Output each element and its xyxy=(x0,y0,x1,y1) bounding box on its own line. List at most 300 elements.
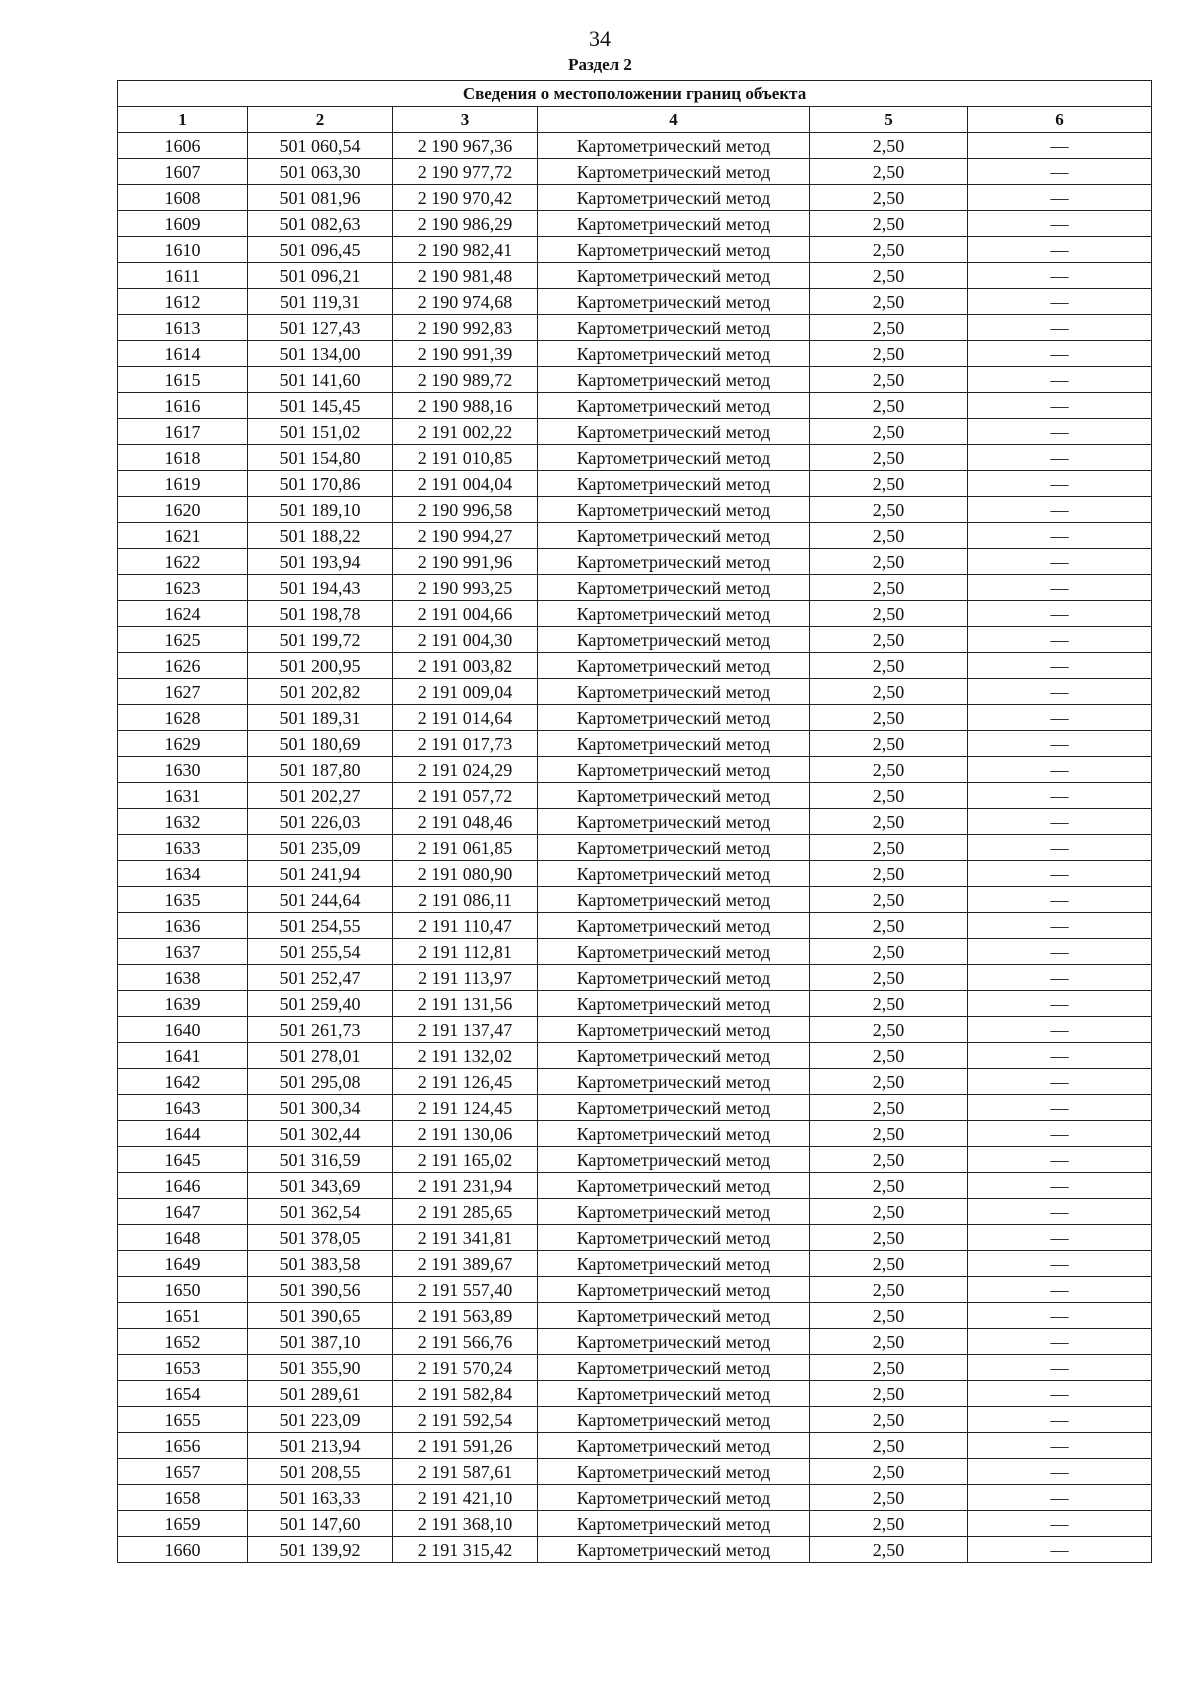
point-number-cell: 1638 xyxy=(118,965,248,991)
x-coordinate-cell: 501 254,55 xyxy=(248,913,393,939)
y-coordinate-cell: 2 191 285,65 xyxy=(393,1199,538,1225)
table-row xyxy=(118,809,1152,835)
method-cell: Картометрический метод xyxy=(538,1381,810,1407)
table-row xyxy=(118,1173,1152,1199)
table-row xyxy=(118,913,1152,939)
description-cell: — xyxy=(968,1095,1152,1121)
description-cell: — xyxy=(968,1355,1152,1381)
method-cell: Картометрический метод xyxy=(538,1121,810,1147)
x-coordinate-cell: 501 198,78 xyxy=(248,601,393,627)
y-coordinate-cell: 2 191 086,11 xyxy=(393,887,538,913)
description-cell: — xyxy=(968,471,1152,497)
x-coordinate-cell: 501 390,56 xyxy=(248,1277,393,1303)
table-row xyxy=(118,1225,1152,1251)
description-cell: — xyxy=(968,497,1152,523)
accuracy-cell: 2,50 xyxy=(810,991,968,1017)
table-row xyxy=(118,263,1152,289)
description-cell: — xyxy=(968,913,1152,939)
method-cell: Картометрический метод xyxy=(538,1199,810,1225)
y-coordinate-cell: 2 191 057,72 xyxy=(393,783,538,809)
boundary-coordinates-table xyxy=(117,80,1152,1563)
table-row xyxy=(118,1303,1152,1329)
point-number-cell: 1610 xyxy=(118,237,248,263)
description-cell: — xyxy=(968,1225,1152,1251)
description-cell: — xyxy=(968,1381,1152,1407)
description-cell: — xyxy=(968,185,1152,211)
point-number-cell: 1628 xyxy=(118,705,248,731)
y-coordinate-cell: 2 190 974,68 xyxy=(393,289,538,315)
table-row xyxy=(118,1199,1152,1225)
y-coordinate-cell: 2 191 112,81 xyxy=(393,939,538,965)
point-number-cell: 1659 xyxy=(118,1511,248,1537)
y-coordinate-cell: 2 190 986,29 xyxy=(393,211,538,237)
description-cell: — xyxy=(968,575,1152,601)
page-number: 34 xyxy=(589,26,611,51)
description-cell: — xyxy=(968,341,1152,367)
x-coordinate-cell: 501 141,60 xyxy=(248,367,393,393)
accuracy-cell: 2,50 xyxy=(810,705,968,731)
point-number-cell: 1620 xyxy=(118,497,248,523)
y-coordinate-cell: 2 190 977,72 xyxy=(393,159,538,185)
point-number-cell: 1649 xyxy=(118,1251,248,1277)
y-coordinate-cell: 2 191 010,85 xyxy=(393,445,538,471)
table-row xyxy=(118,523,1152,549)
y-coordinate-cell: 2 191 048,46 xyxy=(393,809,538,835)
y-coordinate-cell: 2 191 061,85 xyxy=(393,835,538,861)
description-cell: — xyxy=(968,289,1152,315)
accuracy-cell: 2,50 xyxy=(810,133,968,159)
x-coordinate-cell: 501 261,73 xyxy=(248,1017,393,1043)
y-coordinate-cell: 2 191 570,24 xyxy=(393,1355,538,1381)
y-coordinate-cell: 2 191 566,76 xyxy=(393,1329,538,1355)
x-coordinate-cell: 501 244,64 xyxy=(248,887,393,913)
x-coordinate-cell: 501 302,44 xyxy=(248,1121,393,1147)
accuracy-cell: 2,50 xyxy=(810,1017,968,1043)
y-coordinate-cell: 2 191 110,47 xyxy=(393,913,538,939)
accuracy-cell: 2,50 xyxy=(810,1485,968,1511)
y-coordinate-cell: 2 190 992,83 xyxy=(393,315,538,341)
description-cell: — xyxy=(968,419,1152,445)
accuracy-cell: 2,50 xyxy=(810,913,968,939)
y-coordinate-cell: 2 191 132,02 xyxy=(393,1043,538,1069)
method-cell: Картометрический метод xyxy=(538,731,810,757)
point-number-cell: 1658 xyxy=(118,1485,248,1511)
accuracy-cell: 2,50 xyxy=(810,1199,968,1225)
point-number-cell: 1624 xyxy=(118,601,248,627)
description-cell: — xyxy=(968,159,1152,185)
method-cell: Картометрический метод xyxy=(538,1329,810,1355)
y-coordinate-cell: 2 190 970,42 xyxy=(393,185,538,211)
y-coordinate-cell: 2 191 017,73 xyxy=(393,731,538,757)
method-cell: Картометрический метод xyxy=(538,601,810,627)
method-cell: Картометрический метод xyxy=(538,1407,810,1433)
y-coordinate-cell: 2 191 131,56 xyxy=(393,991,538,1017)
point-number-cell: 1611 xyxy=(118,263,248,289)
description-cell: — xyxy=(968,1251,1152,1277)
y-coordinate-cell: 2 190 981,48 xyxy=(393,263,538,289)
y-coordinate-cell: 2 191 126,45 xyxy=(393,1069,538,1095)
table-row xyxy=(118,783,1152,809)
accuracy-cell: 2,50 xyxy=(810,445,968,471)
accuracy-cell: 2,50 xyxy=(810,497,968,523)
table-row xyxy=(118,887,1152,913)
point-number-cell: 1629 xyxy=(118,731,248,757)
point-number-cell: 1616 xyxy=(118,393,248,419)
description-cell: — xyxy=(968,1147,1152,1173)
description-cell: — xyxy=(968,1459,1152,1485)
x-coordinate-cell: 501 187,80 xyxy=(248,757,393,783)
point-number-cell: 1631 xyxy=(118,783,248,809)
y-coordinate-cell: 2 191 315,42 xyxy=(393,1537,538,1563)
description-cell: — xyxy=(968,549,1152,575)
x-coordinate-cell: 501 200,95 xyxy=(248,653,393,679)
table-row xyxy=(118,731,1152,757)
x-coordinate-cell: 501 362,54 xyxy=(248,1199,393,1225)
description-cell: — xyxy=(968,731,1152,757)
x-coordinate-cell: 501 378,05 xyxy=(248,1225,393,1251)
table-row xyxy=(118,965,1152,991)
accuracy-cell: 2,50 xyxy=(810,1069,968,1095)
x-coordinate-cell: 501 134,00 xyxy=(248,341,393,367)
x-coordinate-cell: 501 180,69 xyxy=(248,731,393,757)
description-cell: — xyxy=(968,315,1152,341)
accuracy-cell: 2,50 xyxy=(810,289,968,315)
point-number-cell: 1646 xyxy=(118,1173,248,1199)
method-cell: Картометрический метод xyxy=(538,835,810,861)
accuracy-cell: 2,50 xyxy=(810,809,968,835)
point-number-cell: 1621 xyxy=(118,523,248,549)
y-coordinate-cell: 2 191 557,40 xyxy=(393,1277,538,1303)
method-cell: Картометрический метод xyxy=(538,1485,810,1511)
point-number-cell: 1652 xyxy=(118,1329,248,1355)
table-caption: Сведения о местоположении границ объекта xyxy=(118,81,1152,107)
description-cell: — xyxy=(968,445,1152,471)
table-row xyxy=(118,393,1152,419)
point-number-cell: 1608 xyxy=(118,185,248,211)
x-coordinate-cell: 501 300,34 xyxy=(248,1095,393,1121)
description-cell: — xyxy=(968,237,1152,263)
x-coordinate-cell: 501 188,22 xyxy=(248,523,393,549)
description-cell: — xyxy=(968,1043,1152,1069)
x-coordinate-cell: 501 343,69 xyxy=(248,1173,393,1199)
point-number-cell: 1619 xyxy=(118,471,248,497)
point-number-cell: 1630 xyxy=(118,757,248,783)
x-coordinate-cell: 501 355,90 xyxy=(248,1355,393,1381)
method-cell: Картометрический метод xyxy=(538,939,810,965)
y-coordinate-cell: 2 191 014,64 xyxy=(393,705,538,731)
table-row xyxy=(118,159,1152,185)
table-row xyxy=(118,419,1152,445)
point-number-cell: 1651 xyxy=(118,1303,248,1329)
method-cell: Картометрический метод xyxy=(538,185,810,211)
x-coordinate-cell: 501 063,30 xyxy=(248,159,393,185)
description-cell: — xyxy=(968,601,1152,627)
table-row xyxy=(118,939,1152,965)
accuracy-cell: 2,50 xyxy=(810,679,968,705)
y-coordinate-cell: 2 191 137,47 xyxy=(393,1017,538,1043)
table-row xyxy=(118,861,1152,887)
point-number-cell: 1660 xyxy=(118,1537,248,1563)
accuracy-cell: 2,50 xyxy=(810,159,968,185)
x-coordinate-cell: 501 390,65 xyxy=(248,1303,393,1329)
method-cell: Картометрический метод xyxy=(538,991,810,1017)
description-cell: — xyxy=(968,1537,1152,1563)
point-number-cell: 1606 xyxy=(118,133,248,159)
method-cell: Картометрический метод xyxy=(538,627,810,653)
x-coordinate-cell: 501 193,94 xyxy=(248,549,393,575)
table-row xyxy=(118,1277,1152,1303)
accuracy-cell: 2,50 xyxy=(810,939,968,965)
x-coordinate-cell: 501 189,31 xyxy=(248,705,393,731)
description-cell: — xyxy=(968,757,1152,783)
accuracy-cell: 2,50 xyxy=(810,1433,968,1459)
x-coordinate-cell: 501 226,03 xyxy=(248,809,393,835)
method-cell: Картометрический метод xyxy=(538,1147,810,1173)
point-number-cell: 1623 xyxy=(118,575,248,601)
column-header-4: 4 xyxy=(538,107,810,133)
description-cell: — xyxy=(968,939,1152,965)
y-coordinate-cell: 2 190 994,27 xyxy=(393,523,538,549)
x-coordinate-cell: 501 387,10 xyxy=(248,1329,393,1355)
description-cell: — xyxy=(968,653,1152,679)
x-coordinate-cell: 501 208,55 xyxy=(248,1459,393,1485)
table-row xyxy=(118,1095,1152,1121)
description-cell: — xyxy=(968,1121,1152,1147)
point-number-cell: 1632 xyxy=(118,809,248,835)
point-number-cell: 1655 xyxy=(118,1407,248,1433)
table-row xyxy=(118,237,1152,263)
point-number-cell: 1647 xyxy=(118,1199,248,1225)
point-number-cell: 1657 xyxy=(118,1459,248,1485)
method-cell: Картометрический метод xyxy=(538,913,810,939)
method-cell: Картометрический метод xyxy=(538,679,810,705)
description-cell: — xyxy=(968,705,1152,731)
table-row xyxy=(118,757,1152,783)
method-cell: Картометрический метод xyxy=(538,861,810,887)
y-coordinate-cell: 2 191 113,97 xyxy=(393,965,538,991)
x-coordinate-cell: 501 154,80 xyxy=(248,445,393,471)
method-cell: Картометрический метод xyxy=(538,575,810,601)
table-row xyxy=(118,211,1152,237)
x-coordinate-cell: 501 147,60 xyxy=(248,1511,393,1537)
table-row xyxy=(118,1043,1152,1069)
description-cell: — xyxy=(968,1407,1152,1433)
y-coordinate-cell: 2 190 989,72 xyxy=(393,367,538,393)
method-cell: Картометрический метод xyxy=(538,653,810,679)
point-number-cell: 1617 xyxy=(118,419,248,445)
description-cell: — xyxy=(968,1017,1152,1043)
table-row xyxy=(118,341,1152,367)
table-row xyxy=(118,1121,1152,1147)
point-number-cell: 1637 xyxy=(118,939,248,965)
accuracy-cell: 2,50 xyxy=(810,731,968,757)
accuracy-cell: 2,50 xyxy=(810,341,968,367)
table-row xyxy=(118,1251,1152,1277)
description-cell: — xyxy=(968,679,1152,705)
column-header-row xyxy=(118,107,1152,133)
method-cell: Картометрический метод xyxy=(538,1225,810,1251)
accuracy-cell: 2,50 xyxy=(810,601,968,627)
table-row xyxy=(118,1147,1152,1173)
table-row xyxy=(118,1433,1152,1459)
table-row xyxy=(118,1511,1152,1537)
accuracy-cell: 2,50 xyxy=(810,575,968,601)
point-number-cell: 1618 xyxy=(118,445,248,471)
point-number-cell: 1643 xyxy=(118,1095,248,1121)
description-cell: — xyxy=(968,1069,1152,1095)
table-row xyxy=(118,1537,1152,1563)
method-cell: Картометрический метод xyxy=(538,887,810,913)
table-row xyxy=(118,705,1152,731)
description-cell: — xyxy=(968,263,1152,289)
point-number-cell: 1635 xyxy=(118,887,248,913)
x-coordinate-cell: 501 278,01 xyxy=(248,1043,393,1069)
y-coordinate-cell: 2 191 368,10 xyxy=(393,1511,538,1537)
accuracy-cell: 2,50 xyxy=(810,1407,968,1433)
description-cell: — xyxy=(968,627,1152,653)
table-row xyxy=(118,575,1152,601)
point-number-cell: 1627 xyxy=(118,679,248,705)
y-coordinate-cell: 2 191 009,04 xyxy=(393,679,538,705)
accuracy-cell: 2,50 xyxy=(810,1537,968,1563)
accuracy-cell: 2,50 xyxy=(810,263,968,289)
point-number-cell: 1609 xyxy=(118,211,248,237)
accuracy-cell: 2,50 xyxy=(810,393,968,419)
method-cell: Картометрический метод xyxy=(538,393,810,419)
accuracy-cell: 2,50 xyxy=(810,783,968,809)
table-row xyxy=(118,315,1152,341)
y-coordinate-cell: 2 191 592,54 xyxy=(393,1407,538,1433)
table-row xyxy=(118,133,1152,159)
point-number-cell: 1639 xyxy=(118,991,248,1017)
method-cell: Картометрический метод xyxy=(538,263,810,289)
description-cell: — xyxy=(968,991,1152,1017)
point-number-cell: 1607 xyxy=(118,159,248,185)
x-coordinate-cell: 501 119,31 xyxy=(248,289,393,315)
method-cell: Картометрический метод xyxy=(538,341,810,367)
method-cell: Картометрический метод xyxy=(538,757,810,783)
table-row xyxy=(118,1459,1152,1485)
accuracy-cell: 2,50 xyxy=(810,653,968,679)
column-header-6: 6 xyxy=(968,107,1152,133)
description-cell: — xyxy=(968,1173,1152,1199)
method-cell: Картометрический метод xyxy=(538,523,810,549)
description-cell: — xyxy=(968,523,1152,549)
table-caption-row xyxy=(118,81,1152,107)
accuracy-cell: 2,50 xyxy=(810,1121,968,1147)
accuracy-cell: 2,50 xyxy=(810,887,968,913)
accuracy-cell: 2,50 xyxy=(810,1355,968,1381)
accuracy-cell: 2,50 xyxy=(810,1251,968,1277)
accuracy-cell: 2,50 xyxy=(810,1303,968,1329)
description-cell: — xyxy=(968,1303,1152,1329)
description-cell: — xyxy=(968,1433,1152,1459)
description-cell: — xyxy=(968,1199,1152,1225)
y-coordinate-cell: 2 191 002,22 xyxy=(393,419,538,445)
description-cell: — xyxy=(968,1277,1152,1303)
y-coordinate-cell: 2 190 993,25 xyxy=(393,575,538,601)
y-coordinate-cell: 2 191 231,94 xyxy=(393,1173,538,1199)
y-coordinate-cell: 2 191 563,89 xyxy=(393,1303,538,1329)
accuracy-cell: 2,50 xyxy=(810,1381,968,1407)
description-cell: — xyxy=(968,887,1152,913)
accuracy-cell: 2,50 xyxy=(810,523,968,549)
x-coordinate-cell: 501 202,27 xyxy=(248,783,393,809)
y-coordinate-cell: 2 190 991,39 xyxy=(393,341,538,367)
point-number-cell: 1648 xyxy=(118,1225,248,1251)
description-cell: — xyxy=(968,1485,1152,1511)
x-coordinate-cell: 501 213,94 xyxy=(248,1433,393,1459)
table-row xyxy=(118,1329,1152,1355)
method-cell: Картометрический метод xyxy=(538,809,810,835)
table-row xyxy=(118,601,1152,627)
table-body xyxy=(118,133,1152,1563)
column-header-3: 3 xyxy=(393,107,538,133)
table-row xyxy=(118,471,1152,497)
y-coordinate-cell: 2 190 967,36 xyxy=(393,133,538,159)
x-coordinate-cell: 501 082,63 xyxy=(248,211,393,237)
x-coordinate-cell: 501 316,59 xyxy=(248,1147,393,1173)
y-coordinate-cell: 2 191 591,26 xyxy=(393,1433,538,1459)
point-number-cell: 1633 xyxy=(118,835,248,861)
accuracy-cell: 2,50 xyxy=(810,419,968,445)
column-header-5: 5 xyxy=(810,107,968,133)
section-title: Раздел 2 xyxy=(568,55,632,74)
point-number-cell: 1614 xyxy=(118,341,248,367)
x-coordinate-cell: 501 295,08 xyxy=(248,1069,393,1095)
accuracy-cell: 2,50 xyxy=(810,965,968,991)
y-coordinate-cell: 2 191 024,29 xyxy=(393,757,538,783)
method-cell: Картометрический метод xyxy=(538,705,810,731)
x-coordinate-cell: 501 151,02 xyxy=(248,419,393,445)
x-coordinate-cell: 501 081,96 xyxy=(248,185,393,211)
y-coordinate-cell: 2 191 080,90 xyxy=(393,861,538,887)
point-number-cell: 1625 xyxy=(118,627,248,653)
accuracy-cell: 2,50 xyxy=(810,367,968,393)
y-coordinate-cell: 2 190 982,41 xyxy=(393,237,538,263)
x-coordinate-cell: 501 199,72 xyxy=(248,627,393,653)
table-row xyxy=(118,1381,1152,1407)
point-number-cell: 1613 xyxy=(118,315,248,341)
x-coordinate-cell: 501 139,92 xyxy=(248,1537,393,1563)
method-cell: Картометрический метод xyxy=(538,1069,810,1095)
x-coordinate-cell: 501 060,54 xyxy=(248,133,393,159)
table-row xyxy=(118,367,1152,393)
table-row xyxy=(118,1017,1152,1043)
accuracy-cell: 2,50 xyxy=(810,627,968,653)
description-cell: — xyxy=(968,783,1152,809)
method-cell: Картометрический метод xyxy=(538,1173,810,1199)
description-cell: — xyxy=(968,1511,1152,1537)
table-row xyxy=(118,991,1152,1017)
method-cell: Картометрический метод xyxy=(538,315,810,341)
x-coordinate-cell: 501 383,58 xyxy=(248,1251,393,1277)
y-coordinate-cell: 2 191 124,45 xyxy=(393,1095,538,1121)
method-cell: Картометрический метод xyxy=(538,471,810,497)
description-cell: — xyxy=(968,835,1152,861)
accuracy-cell: 2,50 xyxy=(810,185,968,211)
x-coordinate-cell: 501 194,43 xyxy=(248,575,393,601)
table-row xyxy=(118,289,1152,315)
x-coordinate-cell: 501 289,61 xyxy=(248,1381,393,1407)
method-cell: Картометрический метод xyxy=(538,1043,810,1069)
point-number-cell: 1626 xyxy=(118,653,248,679)
y-coordinate-cell: 2 190 991,96 xyxy=(393,549,538,575)
accuracy-cell: 2,50 xyxy=(810,1095,968,1121)
method-cell: Картометрический метод xyxy=(538,1251,810,1277)
x-coordinate-cell: 501 163,33 xyxy=(248,1485,393,1511)
accuracy-cell: 2,50 xyxy=(810,237,968,263)
